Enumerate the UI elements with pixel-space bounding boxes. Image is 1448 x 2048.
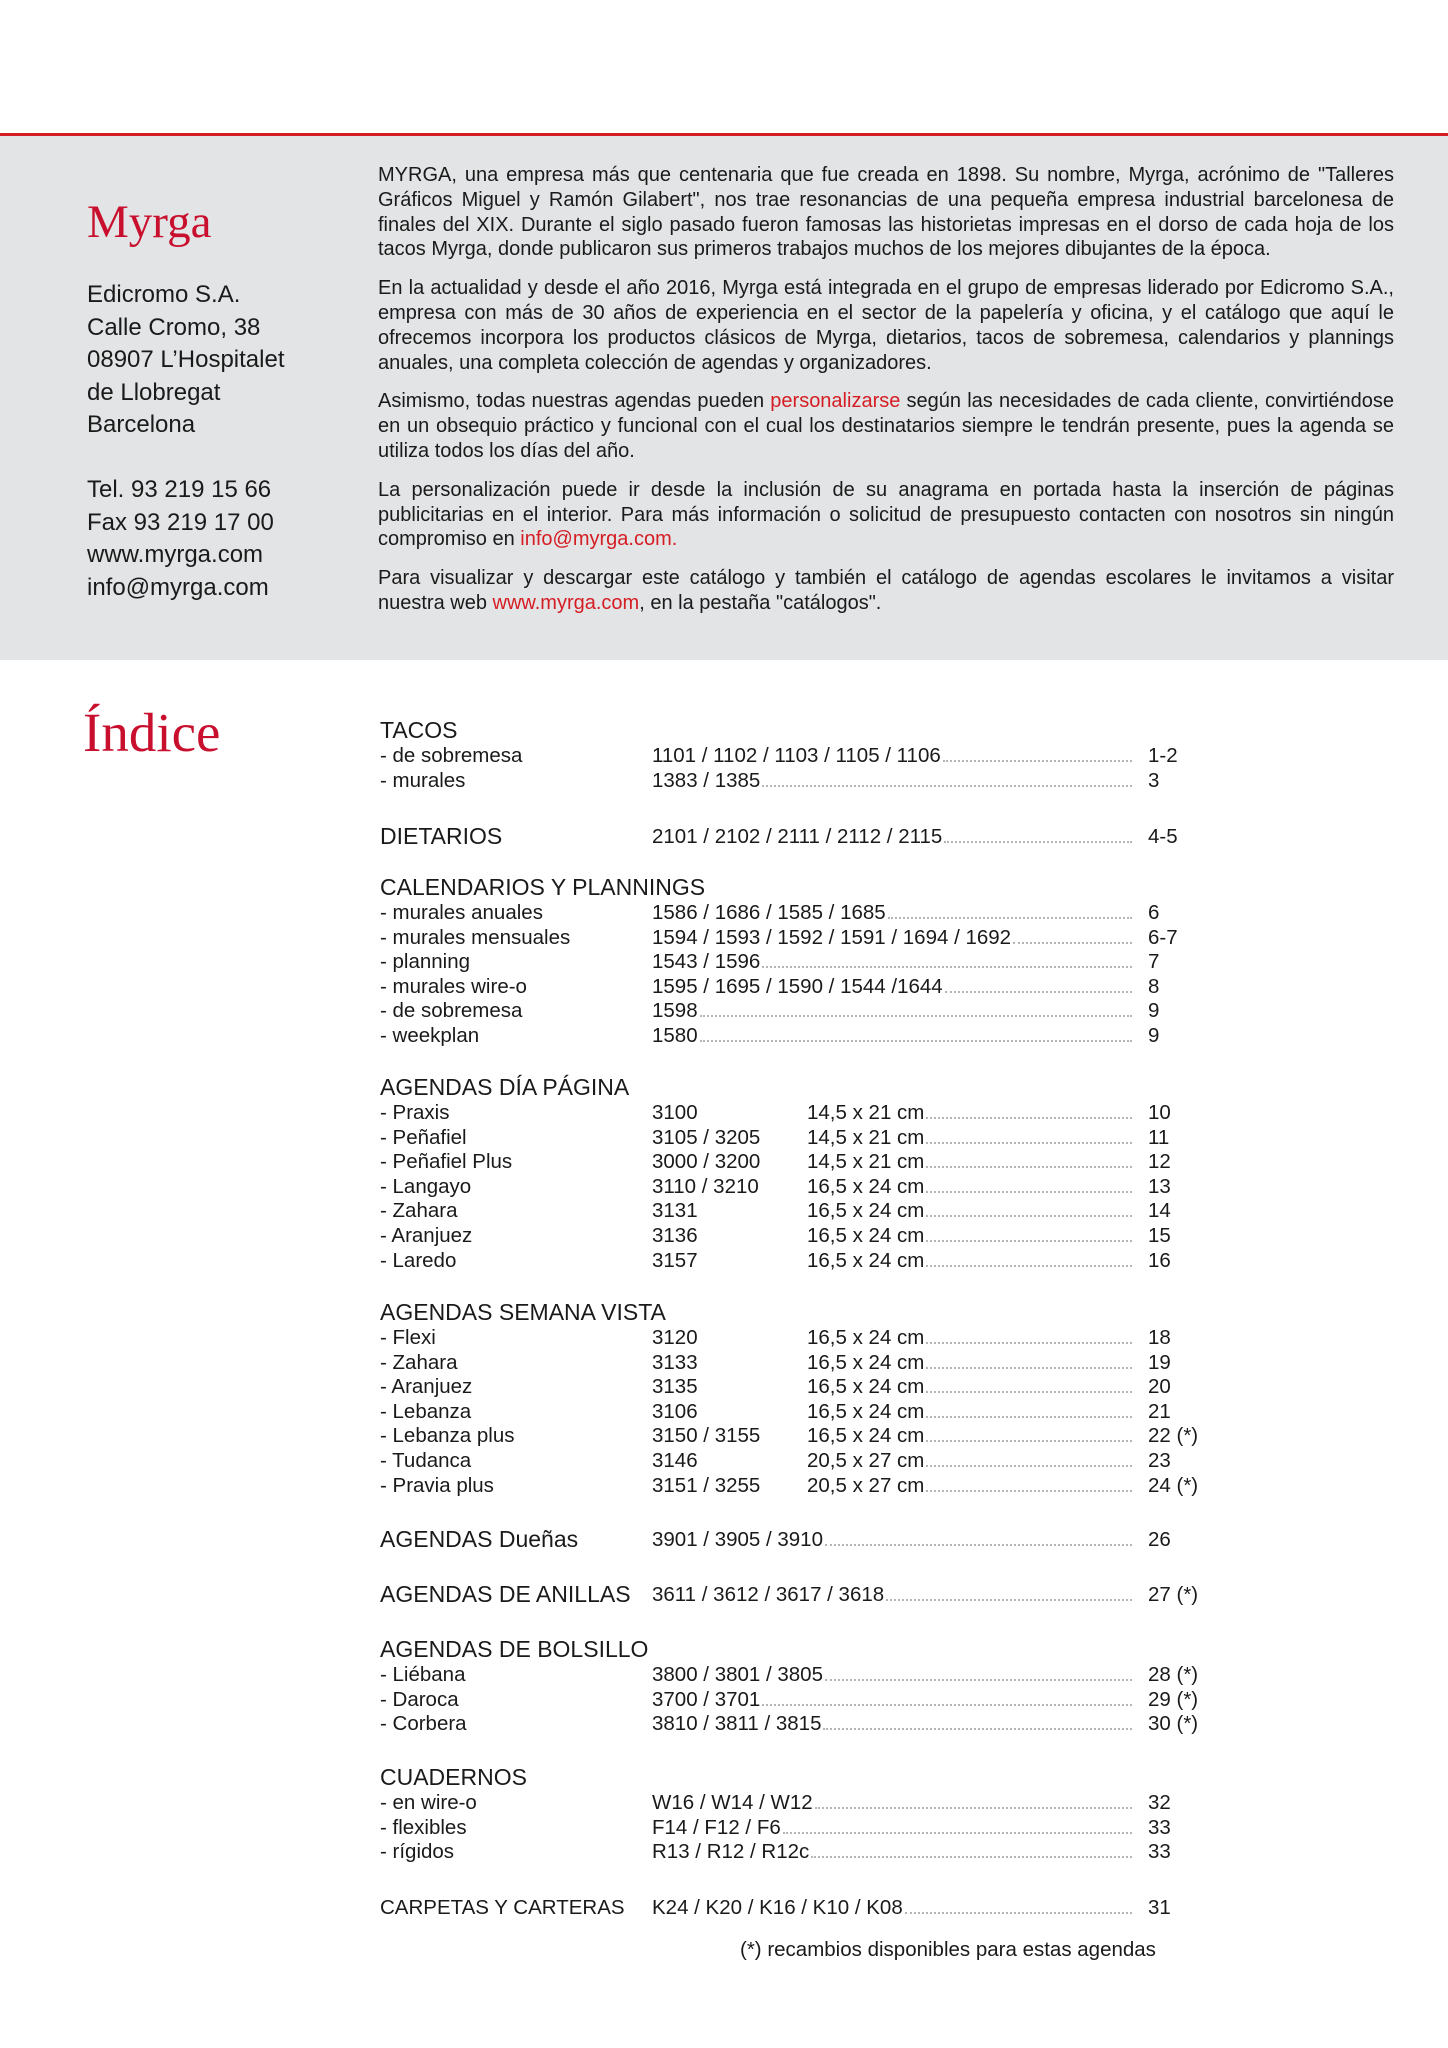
toc-size: 16,5 x 24 cm	[807, 1424, 925, 1448]
toc-leader	[888, 917, 1132, 919]
toc-entry	[380, 1448, 1210, 1473]
toc-code: 3136	[652, 1224, 698, 1247]
toc-code: F14 / F12 / F6	[652, 1815, 781, 1839]
toc-code: 3151 / 3255	[652, 1473, 761, 1497]
toc-leader	[926, 1342, 1132, 1344]
toc-leader	[762, 1704, 1132, 1706]
toc-code: 3146	[652, 1449, 698, 1472]
toc-label: - Lebanza	[380, 1399, 472, 1423]
toc-leader	[926, 1240, 1132, 1242]
toc-page: 30 (*)	[1148, 1712, 1199, 1736]
toc-leader	[926, 1391, 1132, 1393]
toc-label: - de sobremesa	[380, 744, 523, 767]
toc-entry	[380, 1711, 1210, 1736]
toc-page: 12	[1148, 1150, 1171, 1174]
toc-leader	[783, 1832, 1132, 1834]
toc-size: 16,5 x 24 cm	[807, 1326, 925, 1349]
toc-size: 14,5 x 21 cm	[807, 1101, 925, 1124]
toc-code: 1383 / 1385	[652, 768, 761, 792]
toc-leader	[823, 1728, 1132, 1730]
toc-entry	[380, 974, 1210, 999]
address-line: Barcelona	[87, 411, 196, 438]
toc-code: 3110 / 3210	[652, 1174, 759, 1198]
toc-entry	[380, 998, 1210, 1023]
toc-leader	[926, 1142, 1132, 1144]
toc-code: 3800 / 3801 / 3805	[652, 1663, 823, 1686]
toc-page: 19	[1148, 1350, 1171, 1374]
address-line: de Llobregat	[87, 378, 221, 406]
toc-label: - weekplan	[380, 1024, 480, 1047]
toc-label: - de sobremesa	[380, 999, 523, 1023]
toc-size: 16,5 x 24 cm	[807, 1174, 925, 1198]
toc-entry	[380, 1198, 1210, 1223]
address-line: Calle Cromo, 38	[87, 313, 261, 341]
toc-entry	[380, 925, 1210, 950]
toc-leader	[811, 1856, 1132, 1858]
brand-title: Myrga	[87, 196, 212, 248]
intro-paragraph: En la actualidad y desde el año 2016, Myrga está integrada en el grupo de empresas liderado por Edicromo S.A., empresa con más de 30 años de experiencia en el sector de la papelería y oficina, y el catálogo que aquí le ofrecemos incorpora los productos clásicos de Myrga, dietarios, tacos de sobremesa, calendarios y plannings anuales, una completa colección de agendas y organizadores.	[378, 277, 1394, 374]
toc-leader	[825, 1679, 1132, 1681]
toc-leader	[926, 1440, 1132, 1442]
toc-code: 3131	[652, 1199, 698, 1223]
toc-entry	[380, 1582, 1210, 1607]
toc-page: 16	[1148, 1248, 1171, 1272]
toc-code: 3150 / 3155	[652, 1424, 761, 1448]
toc-page: 32	[1148, 1791, 1171, 1814]
toc-heading: AGENDAS DÍA PÁGINA	[380, 1074, 630, 1100]
toc-page: 8	[1148, 974, 1160, 998]
toc-leader	[926, 1215, 1132, 1217]
toc-code: 2101 / 2102 / 2111 / 2112 / 2115	[652, 825, 943, 848]
toc-page: 13	[1148, 1174, 1171, 1198]
address-line: 08907 L’Hospitalet	[87, 346, 285, 373]
toc-entry	[380, 1790, 1210, 1815]
toc-leader	[926, 1265, 1132, 1267]
toc-entry	[380, 1100, 1210, 1125]
toc-label: - Corbera	[380, 1712, 467, 1736]
toc-label: - Pravia plus	[380, 1473, 494, 1497]
toc-size: 16,5 x 24 cm	[807, 1224, 925, 1247]
toc-leader	[762, 966, 1132, 968]
toc-code: 3135	[652, 1375, 698, 1399]
toc-label: - Liébana	[380, 1663, 466, 1686]
toc-label: - Lebanza plus	[380, 1424, 515, 1448]
toc-page: 3	[1148, 768, 1160, 792]
toc-size: 16,5 x 24 cm	[807, 1375, 925, 1399]
toc-page: 15	[1148, 1224, 1171, 1247]
toc-page: 1-2	[1148, 744, 1178, 767]
toc-code: 1598	[652, 999, 698, 1023]
toc-label: - Aranjuez	[380, 1375, 473, 1399]
address-block	[87, 279, 284, 442]
toc-page: 22 (*)	[1148, 1424, 1199, 1448]
toc-label: - planning	[380, 950, 471, 974]
toc-entry	[380, 1473, 1210, 1498]
toc-label: - murales wire-o	[380, 974, 527, 998]
toc-page: 10	[1148, 1101, 1171, 1124]
toc-entry	[380, 1527, 1210, 1552]
intro-paragraph	[378, 566, 1394, 616]
toc-label: - flexibles	[380, 1815, 467, 1839]
toc-entry	[380, 1399, 1210, 1424]
toc-heading: DIETARIOS	[380, 823, 503, 849]
toc-leader	[926, 1166, 1132, 1168]
toc-entry	[380, 1839, 1210, 1864]
toc-entry	[380, 1023, 1210, 1048]
toc-page: 11	[1148, 1125, 1170, 1149]
toc-label: - en wire-o	[380, 1791, 477, 1814]
toc-code: 3106	[652, 1399, 698, 1423]
toc-entry	[380, 1223, 1210, 1248]
toc-label: - Langayo	[380, 1174, 472, 1198]
toc-heading: AGENDAS DE ANILLAS	[380, 1581, 631, 1607]
toc-leader	[926, 1465, 1132, 1467]
toc-heading: AGENDAS DE BOLSILLO	[380, 1636, 649, 1662]
toc-code: 3611 / 3612 / 3617 / 3618	[652, 1583, 885, 1606]
website-link[interactable]: www.myrga.com	[492, 591, 640, 614]
toc-entry	[380, 824, 1210, 849]
toc-leader	[926, 1367, 1132, 1369]
toc-page: 24 (*)	[1148, 1473, 1199, 1497]
fax: Fax 93 219 17 00	[87, 508, 274, 536]
toc-page: 29 (*)	[1148, 1687, 1199, 1711]
toc-page: 33	[1148, 1840, 1171, 1864]
address-line: Edicromo S.A.	[87, 281, 241, 308]
toc-page: 18	[1148, 1326, 1171, 1349]
toc-label: - Zahara	[380, 1199, 458, 1223]
toc-leader	[700, 1015, 1132, 1017]
toc-leader	[943, 760, 1132, 762]
website-link[interactable]: www.myrga.com	[87, 541, 264, 568]
intro-paragraph	[378, 389, 1394, 463]
toc-page: 6	[1148, 901, 1160, 924]
toc-size: 20,5 x 27 cm	[807, 1473, 925, 1497]
toc-page: 28 (*)	[1148, 1663, 1199, 1686]
email-link[interactable]: info@myrga.com.	[520, 528, 678, 551]
toc-heading: CARPETAS Y CARTERAS	[380, 1896, 625, 1919]
toc-page: 21	[1148, 1399, 1171, 1423]
toc-heading: CUADERNOS	[380, 1764, 527, 1790]
toc-size: 16,5 x 24 cm	[807, 1350, 925, 1374]
footnote: (*) recambios disponibles para estas agendas	[740, 1938, 1156, 1961]
toc-label: - Zahara	[380, 1350, 458, 1374]
toc-page: 9	[1148, 1024, 1160, 1047]
contact-block	[87, 474, 274, 604]
toc-leader	[944, 841, 1132, 843]
toc-size: 16,5 x 24 cm	[807, 1199, 925, 1223]
toc-entry	[380, 1374, 1210, 1399]
toc-leader	[926, 1191, 1132, 1193]
toc-entry	[380, 1174, 1210, 1199]
toc-heading: TACOS	[380, 717, 458, 743]
toc-leader	[905, 1912, 1132, 1914]
toc-size: 16,5 x 24 cm	[807, 1399, 925, 1423]
toc-size: 16,5 x 24 cm	[807, 1248, 925, 1272]
toc-page: 31	[1148, 1896, 1171, 1919]
email-link[interactable]: info@myrga.com	[87, 573, 269, 601]
toc-entry	[380, 1423, 1210, 1448]
toc-entry	[380, 1662, 1210, 1687]
phone: Tel. 93 219 15 66	[87, 476, 272, 503]
toc-leader	[926, 1416, 1132, 1418]
toc-entry	[380, 1815, 1210, 1840]
toc-code: 3810 / 3811 / 3815	[652, 1712, 822, 1736]
toc-code: 3120	[652, 1326, 698, 1349]
toc-label: - murales	[380, 768, 466, 792]
toc-entry	[380, 1325, 1210, 1350]
toc-code: R13 / R12 / R12c	[652, 1840, 810, 1864]
toc-leader	[926, 1490, 1132, 1492]
toc-leader	[815, 1807, 1132, 1809]
toc-leader	[762, 785, 1132, 787]
toc-entry	[380, 768, 1210, 793]
toc-leader	[926, 1117, 1132, 1119]
toc-code: 1595 / 1695 / 1590 / 1544 /1644	[652, 974, 943, 998]
toc-heading: AGENDAS Dueñas	[380, 1526, 579, 1552]
toc-label: - Peñafiel Plus	[380, 1150, 513, 1174]
toc-entry	[380, 1687, 1210, 1712]
toc-entry	[380, 1125, 1210, 1150]
toc-page: 23	[1148, 1449, 1171, 1472]
toc-code: 1586 / 1686 / 1585 / 1685	[652, 901, 886, 924]
intro-paragraph	[378, 478, 1394, 552]
toc-code: 3133	[652, 1350, 698, 1374]
toc-size: 14,5 x 21 cm	[807, 1150, 925, 1174]
text: Asimismo, todas nuestras agendas pueden	[378, 390, 771, 413]
toc-leader	[700, 1040, 1132, 1042]
toc-page: 14	[1148, 1199, 1171, 1223]
toc-label: - murales anuales	[380, 901, 543, 924]
toc-code: 3157	[652, 1248, 698, 1272]
toc-code: 3700 / 3701	[652, 1687, 761, 1711]
toc-page: 7	[1148, 950, 1160, 974]
toc-code: 1594 / 1593 / 1592 / 1591 / 1694 / 1692	[652, 925, 1012, 949]
toc-heading: AGENDAS SEMANA VISTA	[380, 1299, 666, 1325]
toc-label: - Laredo	[380, 1248, 457, 1272]
toc-label: - Praxis	[380, 1101, 450, 1124]
text: según las necesidades de cada cliente, convirtiéndose en un obsequio práctico y funcional con el cual los destinatarios siempre le tendrán presente, pues la agenda se utiliza todos los días del año.	[378, 390, 1394, 462]
toc-code: 1580	[652, 1024, 698, 1047]
toc-label: - Flexi	[380, 1326, 436, 1349]
toc-code: K24 / K20 / K16 / K10 / K08	[652, 1896, 903, 1919]
toc-leader	[945, 991, 1132, 993]
toc-entry	[380, 1248, 1210, 1273]
toc-page: 6-7	[1148, 925, 1178, 949]
toc-label: - rígidos	[380, 1840, 455, 1864]
toc-label: - Peñafiel	[380, 1125, 467, 1149]
toc-code: 3105 / 3205	[652, 1125, 761, 1149]
toc-entry	[380, 743, 1210, 768]
text: , en la pestaña "catálogos".	[639, 591, 882, 614]
toc-code: 3100	[652, 1101, 698, 1124]
toc-code: 1543 / 1596	[652, 950, 761, 974]
toc-page: 20	[1148, 1375, 1171, 1399]
toc-label: - Tudanca	[380, 1449, 472, 1472]
toc-page: 27 (*)	[1148, 1583, 1199, 1606]
intro-paragraph: MYRGA, una empresa más que centenaria que fue creada en 1898. Su nombre, Myrga, acrónimo de "Talleres Gráficos Miguel y Ramón Gilabert", nos trae resonancias de una pequeña empresa industrial barcelonesa de finales del XIX. Durante el siglo pasado fueron famosas las historietas impresas en el dorso de cada hoja de los tacos Myrga, donde publicaron sus primeros trabajos muchos de los mejores dibujantes de la época.	[378, 164, 1394, 261]
toc-entry	[380, 1350, 1210, 1375]
toc-entry	[380, 900, 1210, 925]
toc-label: - Daroca	[380, 1687, 459, 1711]
toc-label: - Aranjuez	[380, 1224, 473, 1247]
toc-page: 9	[1148, 999, 1160, 1023]
toc-leader	[886, 1599, 1132, 1601]
toc-page: 4-5	[1148, 825, 1178, 848]
toc-size: 14,5 x 21 cm	[807, 1125, 925, 1149]
toc-label: - murales mensuales	[380, 925, 571, 949]
toc-entry	[380, 1149, 1210, 1174]
toc-entry	[380, 949, 1210, 974]
index-title: Índice	[83, 702, 221, 763]
toc-code: W16 / W14 / W12	[652, 1791, 813, 1814]
text: La personalización puede ir desde la inclusión de su anagrama en portada hasta la inserción de páginas publicitarias en el interior. Para más información o solicitud de presupuesto contacten con nosotros sin ningún compromiso en	[378, 478, 1394, 551]
toc-code: 3000 / 3200	[652, 1150, 761, 1174]
toc-entry	[380, 1895, 1210, 1920]
toc-leader	[825, 1544, 1132, 1546]
toc-code: 1101 / 1102 / 1103 / 1105 / 1106	[652, 744, 941, 767]
text: Para visualizar y descargar este catálogo y también el catálogo de agendas escolares le invitamos a visitar nuestra web	[378, 567, 1394, 614]
toc-page: 33	[1148, 1815, 1171, 1839]
toc-heading: CALENDARIOS Y PLANNINGS	[380, 874, 706, 900]
toc-size: 20,5 x 27 cm	[807, 1449, 925, 1472]
toc-leader	[1013, 942, 1132, 944]
intro-text	[378, 163, 1394, 630]
toc-page: 26	[1148, 1528, 1171, 1551]
personalize-link[interactable]: personalizarse	[770, 390, 901, 413]
toc-code: 3901 / 3905 / 3910	[652, 1528, 823, 1551]
